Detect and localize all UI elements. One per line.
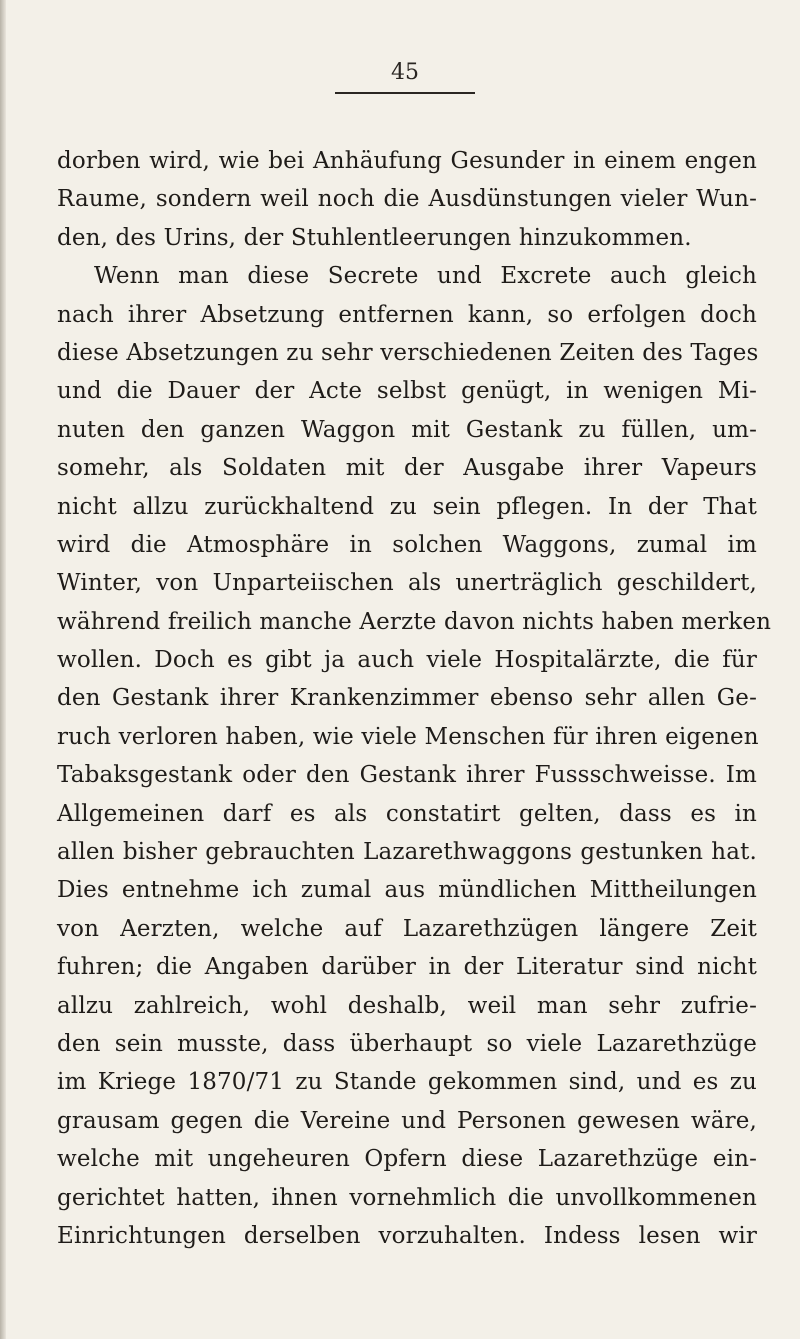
- text-line: während freilich manche Aerzte davon nichts haben merken: [57, 608, 772, 635]
- text-line: den sein musste, dass überhaupt so viele Lazarethzüge: [57, 1030, 757, 1057]
- text-line: Tabaksgestank oder den Gestank ihrer Fussschweisse. Im: [57, 762, 757, 789]
- text-line: wird die Atmosphäre in solchen Waggons, zumal im: [57, 531, 757, 558]
- text-line: ruch verloren haben, wie viele Menschen für ihren eigenen: [57, 723, 759, 750]
- text-line: nuten den ganzen Waggon mit Gestank zu füllen, um-: [57, 416, 757, 443]
- header-rule: [335, 92, 475, 94]
- text-line: allzu zahlreich, wohl deshalb, weil man sehr zufrie-: [57, 992, 757, 1019]
- text-line: Allgemeinen darf es als constatirt gelten, dass es in: [57, 800, 757, 827]
- page-binding-edge: [0, 0, 6, 1339]
- text-line: fuhren; die Angaben darüber in der Literatur sind nicht: [57, 954, 757, 981]
- text-line: Dies entnehme ich zumal aus mündlichen Mittheilungen: [57, 877, 757, 904]
- text-line: dorben wird, wie bei Anhäufung Gesunder in einem engen: [57, 148, 757, 174]
- text-line: im Kriege 1870/71 zu Stande gekommen sind, und es zu: [57, 1069, 757, 1096]
- text-line: Wenn man diese Secrete und Excrete auch gleich: [94, 263, 757, 290]
- text-line: von Aerzten, welche auf Lazarethzügen längere Zeit: [57, 915, 757, 942]
- page-number: 45: [391, 60, 419, 85]
- text-line: gerichtet hatten, ihnen vornehmlich die unvollkommenen: [57, 1184, 757, 1211]
- text-line: nicht allzu zurückhaltend zu sein pflegen. In der That: [57, 493, 757, 520]
- text-line: wollen. Doch es gibt ja auch viele Hospitalärzte, die für: [57, 647, 757, 674]
- text-line: diese Absetzungen zu sehr verschiedenen Zeiten des Tages: [57, 339, 759, 366]
- text-line: den Gestank ihrer Krankenzimmer ebenso sehr allen Ge-: [57, 685, 757, 712]
- text-line: allen bisher gebrauchten Lazarethwaggons gestunken hat.: [57, 839, 757, 866]
- text-line: und die Dauer der Acte selbst genügt, in wenigen Mi-: [57, 378, 757, 405]
- text-line: Einrichtungen derselben vorzuhalten. Indess lesen wir: [57, 1222, 757, 1249]
- text-line: somehr, als Soldaten mit der Ausgabe ihrer Vapeurs: [57, 455, 757, 482]
- text-line: Winter, von Unparteiischen als unerträglich geschildert,: [57, 570, 757, 597]
- text-line: Raume, sondern weil noch die Ausdünstungen vieler Wun-: [57, 186, 757, 213]
- text-line: welche mit ungeheuren Opfern diese Lazarethzüge ein-: [57, 1146, 757, 1173]
- body-text: [57, 142, 772, 1255]
- text-line: nach ihrer Absetzung entfernen kann, so erfolgen doch: [57, 301, 757, 328]
- text-line: den, des Urins, der Stuhlentleerungen hinzukommen.: [57, 224, 692, 251]
- text-line: grausam gegen die Vereine und Personen gewesen wäre,: [57, 1107, 757, 1134]
